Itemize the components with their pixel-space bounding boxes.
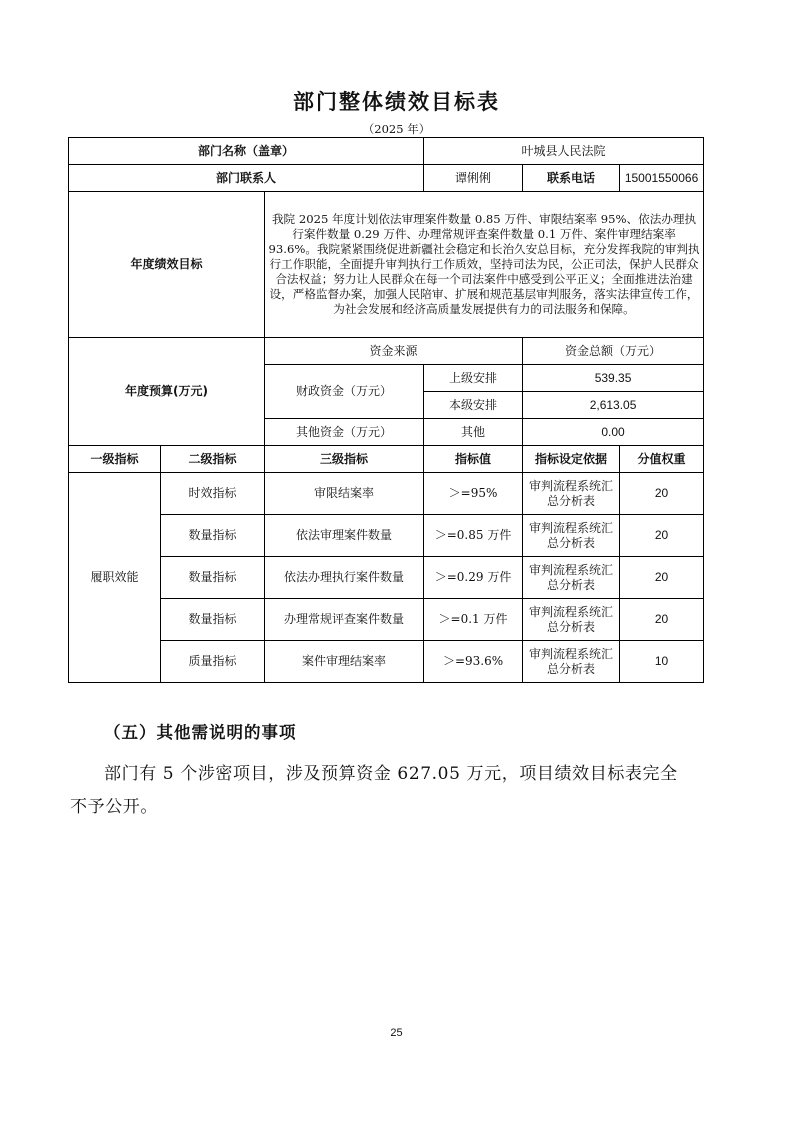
performance-table [68, 137, 704, 683]
fiscal-label: 财政资金（万元） [265, 365, 424, 419]
dept-name-row [69, 138, 704, 165]
page-number: 25 [390, 1027, 403, 1039]
dept-name-value: 叶城县人民法院 [424, 138, 704, 165]
level1-value: 履职效能 [69, 473, 161, 683]
level2-cell: 时效指标 [161, 473, 265, 515]
basis-cell: 审判流程系统汇总分析表 [523, 515, 620, 557]
source-header: 资金来源 [265, 338, 523, 365]
weight-cell: 20 [620, 599, 704, 641]
section-heading: （五）其他需说明的事项 [104, 723, 297, 742]
paragraph-line-2: 不予公开。 [70, 797, 158, 817]
level3-cell: 审限结案率 [265, 473, 424, 515]
basis-cell: 审判流程系统汇总分析表 [523, 641, 620, 683]
header-value: 指标值 [424, 446, 523, 473]
indicator-header-row [69, 446, 704, 473]
budget-header-row [69, 338, 704, 365]
table-row [69, 599, 704, 641]
weight-cell: 20 [620, 557, 704, 599]
level2-cell: 数量指标 [161, 599, 265, 641]
year-label: （2025 年） [362, 122, 431, 136]
goal-row [69, 192, 704, 338]
value-cell: ＞=0.1 万件 [424, 599, 523, 641]
level2-cell: 质量指标 [161, 641, 265, 683]
weight-cell: 20 [620, 515, 704, 557]
weight-cell: 10 [620, 641, 704, 683]
header-level1: 一级指标 [69, 446, 161, 473]
paragraph-line-1: 部门有 5 个涉密项目，涉及预算资金 627.05 万元，项目绩效目标表完全 [104, 764, 678, 784]
basis-cell: 审判流程系统汇总分析表 [523, 557, 620, 599]
section-paragraph [70, 758, 719, 824]
weight-cell: 20 [620, 473, 704, 515]
contact-value: 谭俐俐 [424, 165, 523, 192]
basis-cell: 审判流程系统汇总分析表 [523, 473, 620, 515]
level3-cell: 依法办理执行案件数量 [265, 557, 424, 599]
dept-name-label: 部门名称（盖章） [69, 138, 424, 165]
table-row [69, 515, 704, 557]
table-row [69, 557, 704, 599]
budget-label: 年度预算(万元) [69, 338, 265, 446]
local-label: 本级安排 [424, 392, 523, 419]
header-basis: 指标设定依据 [523, 446, 620, 473]
basis-cell: 审判流程系统汇总分析表 [523, 599, 620, 641]
level3-cell: 办理常规评查案件数量 [265, 599, 424, 641]
table-row [69, 473, 704, 515]
phone-value: 15001550066 [620, 165, 704, 192]
page-title: 部门整体绩效目标表 [293, 90, 500, 114]
level2-cell: 数量指标 [161, 557, 265, 599]
header-level2: 二级指标 [161, 446, 265, 473]
header-weight: 分值权重 [620, 446, 704, 473]
total-header: 资金总额（万元） [523, 338, 704, 365]
goal-label: 年度绩效目标 [69, 192, 265, 338]
upper-label: 上级安排 [424, 365, 523, 392]
other-label: 其他资金（万元） [265, 419, 424, 446]
goal-text: 我院 2025 年度计划依法审理案件数量 0.85 万件、审限结案率 95%、依法办理执行案件数量 0.29 万件、办理常规评查案件数量 0.1 万件、案件审理结案率 93.6%。我院紧紧围绕促进新疆社会稳定和长治久安总目标，充分发挥我院的审判执行工作职能，全面提升审判执行工作质效，坚持司法为民，公正司法，保护人民群众合法权益；努力让人民群众在每一个司法案件中感受到公平正义；全面推进法治建设，严格监督办案，加强人民陪审、扩展和规范基层审判服务，落实法律宣传工作，为社会发展和经济高质量发展提供有力的司法服务和保障。 [265, 192, 704, 338]
contact-row [69, 165, 704, 192]
level3-cell: 案件审理结案率 [265, 641, 424, 683]
other-value: 0.00 [523, 419, 704, 446]
phone-label: 联系电话 [523, 165, 620, 192]
level3-cell: 依法审理案件数量 [265, 515, 424, 557]
table-row [69, 641, 704, 683]
header-level3: 三级指标 [265, 446, 424, 473]
local-value: 2,613.05 [523, 392, 704, 419]
other-type: 其他 [424, 419, 523, 446]
upper-value: 539.35 [523, 365, 704, 392]
level2-cell: 数量指标 [161, 515, 265, 557]
value-cell: ＞=0.85 万件 [424, 515, 523, 557]
value-cell: ＞=95% [424, 473, 523, 515]
value-cell: ＞=93.6% [424, 641, 523, 683]
contact-label: 部门联系人 [69, 165, 424, 192]
value-cell: ＞=0.29 万件 [424, 557, 523, 599]
